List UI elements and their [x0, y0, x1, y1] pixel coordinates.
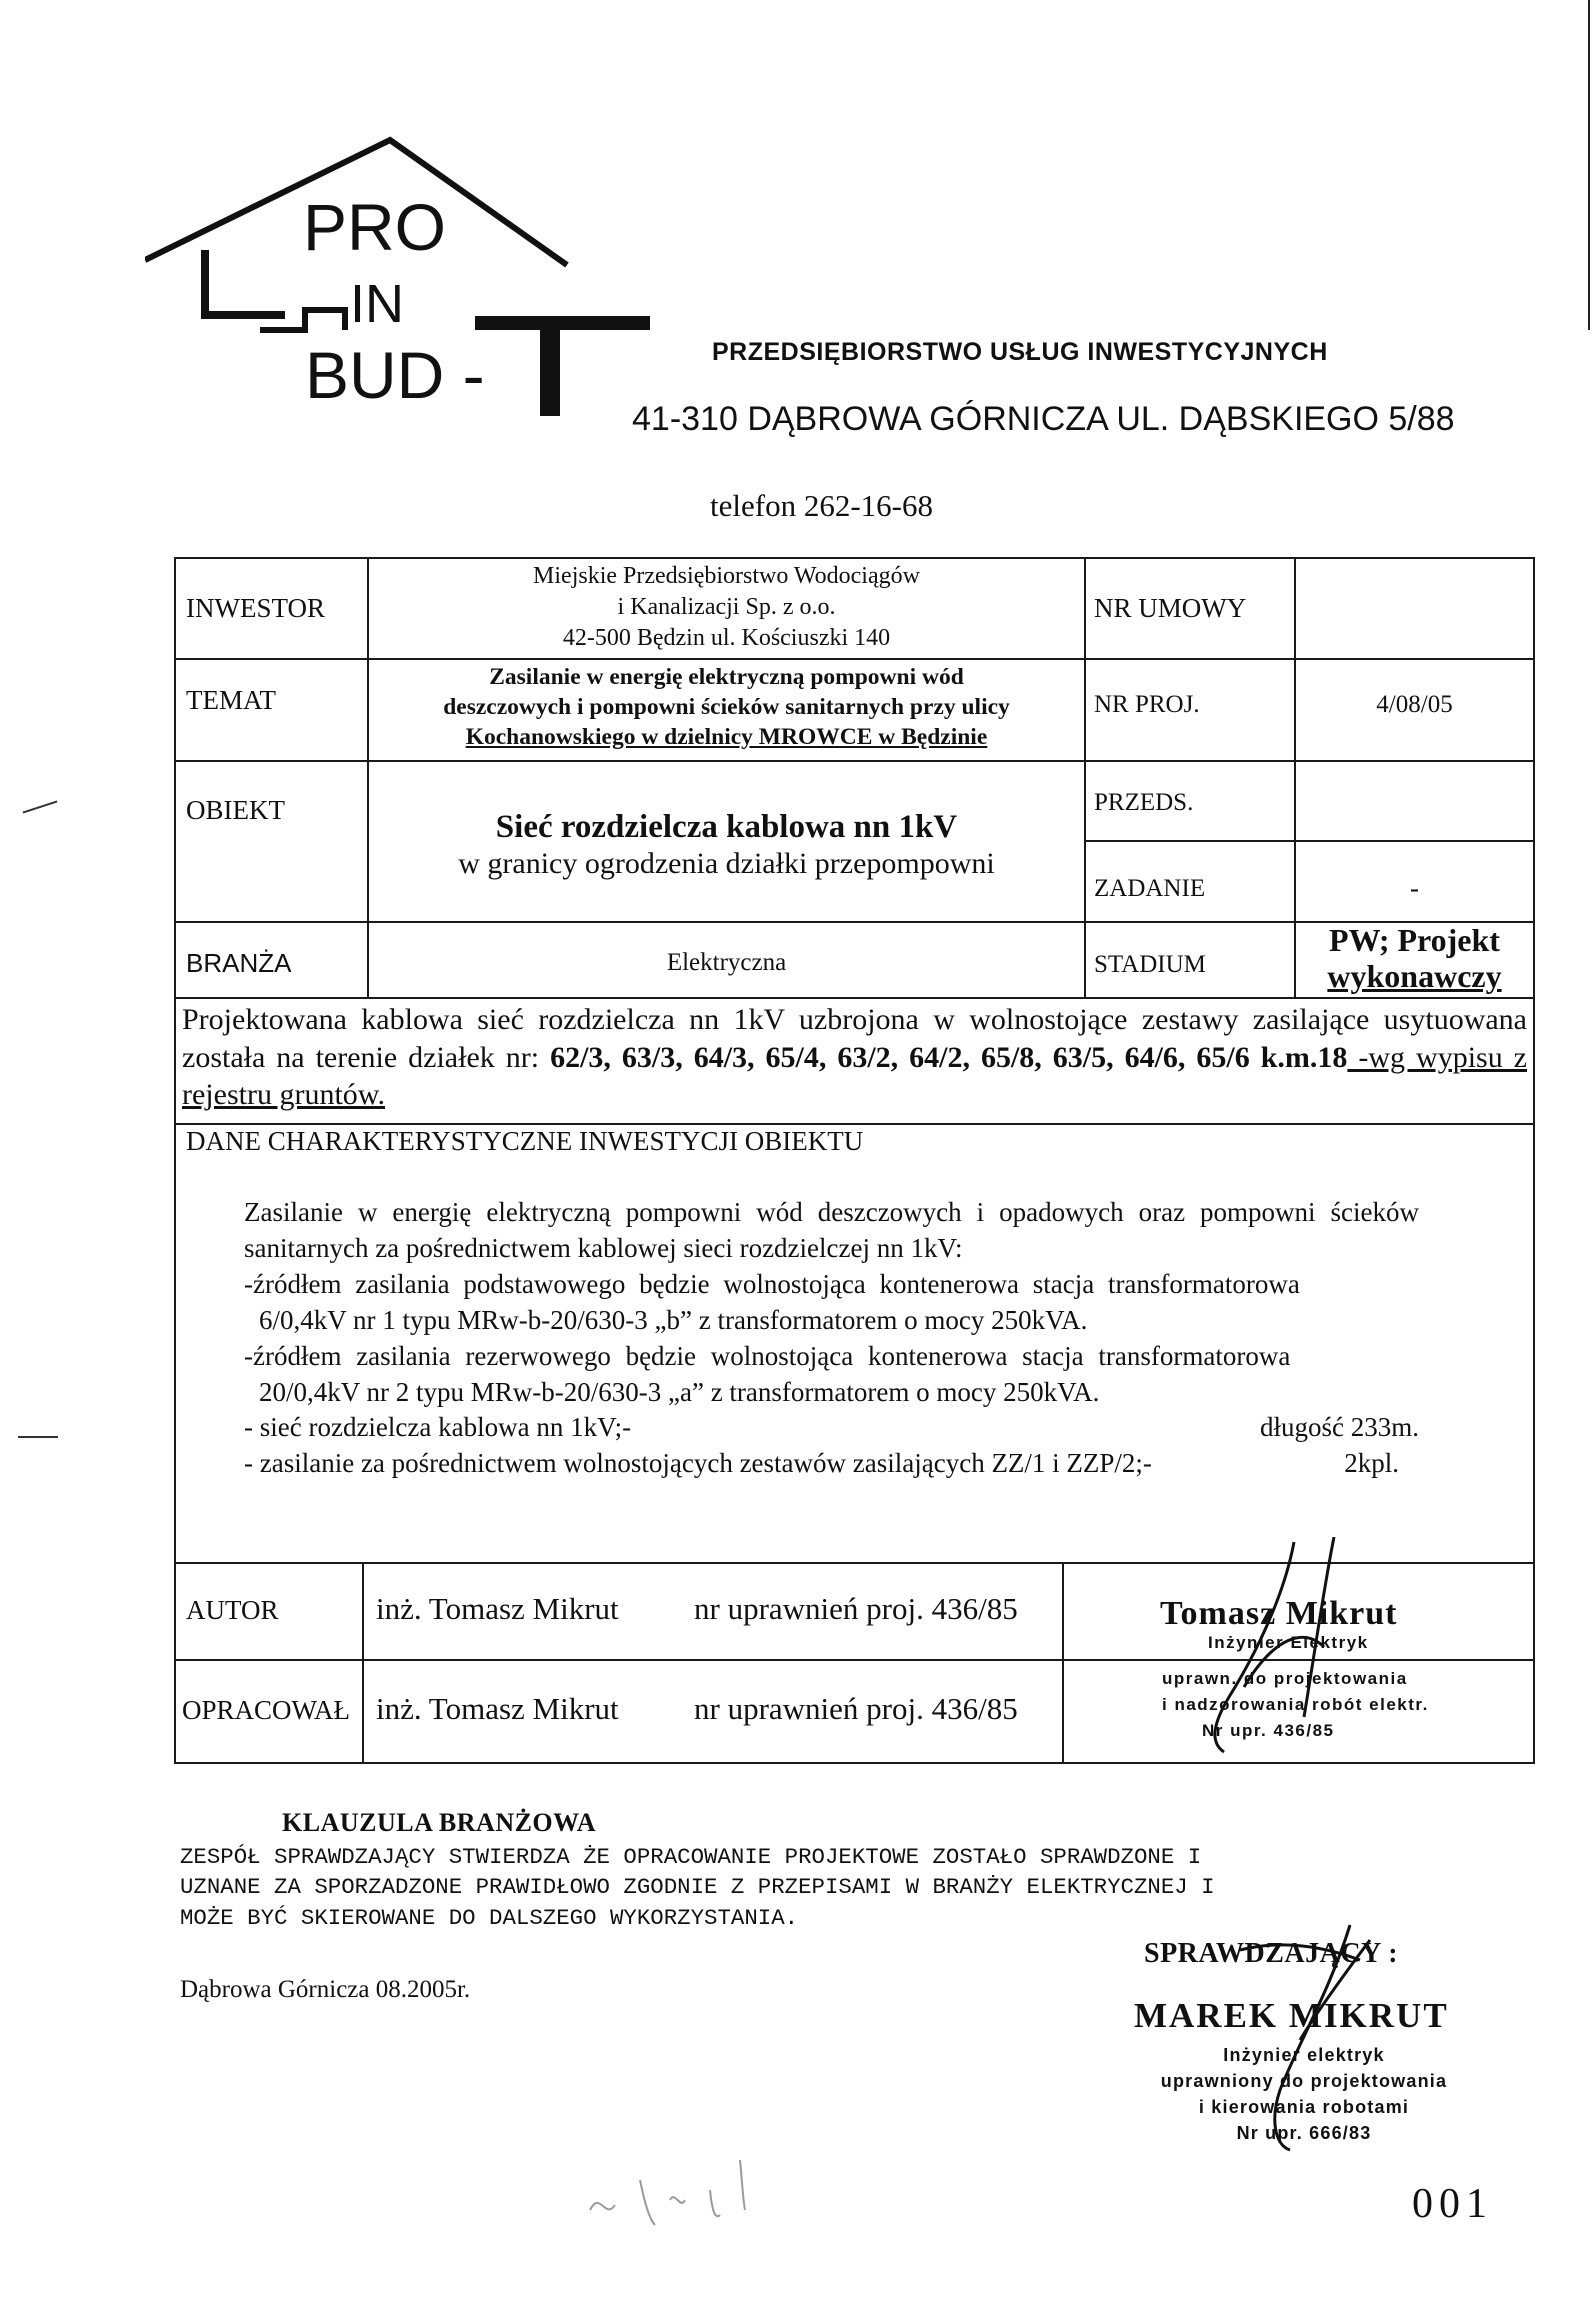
primary-source-line-1: -źródłem zasilania podstawowego będzie wolnostojąca kontenerowa stacja transformatorowa — [244, 1268, 1300, 1299]
stage-value-line-2: wykonawczy — [1327, 957, 1502, 994]
project-info-table — [174, 557, 1535, 1764]
clause-title: KLAUZULA BRANŻOWA — [282, 1808, 597, 1837]
supply-sets-label: - zasilanie za pośrednictwem wolnostojących zestawów zasilających ZZ/1 i ZZP/2;- — [244, 1448, 1152, 1479]
checker-stamp-number: Nr upr. 666/83 — [1236, 2123, 1372, 2144]
author-name: inż. Tomasz Mikrut — [376, 1591, 619, 1626]
checker-stamp-license-1: uprawniony do projektowania — [1160, 2071, 1448, 2092]
prepared-by-label: OPRACOWAŁ — [182, 1695, 351, 1725]
object-subtitle: w granicy ogrodzenia działki przepompowni — [458, 847, 995, 880]
description-source: -wg wypisu z rejestru gruntów. — [182, 1040, 1527, 1111]
author-stamp-title: Inżynier Elektryk — [1208, 1633, 1369, 1652]
author-stamp-name: Tomasz Mikrut — [1160, 1595, 1398, 1632]
checker-stamp-title: Inżynier elektryk — [1223, 2045, 1385, 2065]
investor-label: INWESTOR — [186, 593, 325, 623]
clause-line-2: UZNANE ZA SPORZADZONE PRAWIDŁOWO ZGODNIE Z PRZEPISAMI W BRANŻY ELEKTRYCZNEJ I — [180, 1874, 1215, 1901]
task-label: ZADANIE — [1094, 875, 1206, 902]
company-name: PRZEDSIĘBIORSTWO USŁUG INWESTYCYJNYCH — [712, 338, 1328, 366]
logo-text-pro: PRO — [303, 190, 447, 264]
prepared-by-license: nr uprawnień proj. 436/85 — [694, 1691, 1018, 1726]
stage-value — [1296, 923, 1533, 995]
reserve-source-line-2: 20/0,4kV nr 2 typu MRw-b-20/630-3 „a” z transformatorem o mocy 250kVA. — [259, 1376, 1100, 1407]
stage-value-line-1: PW; Projekt — [1329, 922, 1500, 958]
characteristics-title: DANE CHARAKTERYSTYCZNE INWESTYCJI OBIEKTU — [186, 1126, 864, 1156]
subject-line-1: Zasilanie w energię elektryczną pompowni wód — [489, 664, 964, 690]
subject-label: TEMAT — [186, 685, 276, 715]
author-stamp-license-1: uprawn. do projektowania — [1162, 1669, 1408, 1688]
author-stamp-number: Nr upr. 436/85 — [1202, 1721, 1335, 1740]
investor-value — [369, 561, 1084, 655]
company-logo — [145, 130, 665, 430]
supply-sets-value: 2kpl. — [1344, 1448, 1399, 1479]
investor-line-1: Miejskie Przedsiębiorstwo Wodociągów — [533, 563, 920, 589]
clause-line-3: MOŻE BYĆ SKIEROWANE DO DALSZEGO WYKORZYSTANIA. — [180, 1904, 799, 1931]
characteristics-body — [244, 1195, 1419, 1482]
parcel-numbers: 62/3, 63/3, 64/3, 65/4, 63/2, 64/2, 65/8, 63/5, 64/6, 65/6 k.m.18 — [550, 1040, 1348, 1074]
checkers-title: SPRAWDZAJĄCY : — [1144, 1938, 1399, 1969]
network-length-row — [244, 1410, 1419, 1446]
project-no-label: NR PROJ. — [1094, 691, 1200, 718]
clause-line-1: ZESPÓŁ SPRAWDZAJĄCY STWIERDZA ŻE OPRACOWANIE PROJEKTOWE ZOSTAŁO SPRAWDZONE I — [180, 1844, 1202, 1870]
page-number: 001 — [1412, 2181, 1493, 2227]
scan-edge-line — [1588, 0, 1590, 330]
investor-line-3: 42-500 Będzin ul. Kościuszki 140 — [562, 625, 891, 652]
investor-line-2: i Kanalizacji Sp. z o.o. — [617, 594, 836, 621]
checker-stamp-name: MAREK MIKRUT — [1134, 1996, 1449, 2035]
author-license: nr uprawnień proj. 436/85 — [694, 1591, 1018, 1626]
subject-line-2: deszczowych i pompowni ścieków sanitarnych przy ulicy — [443, 693, 1010, 720]
punch-mark-lower — [18, 1436, 58, 1438]
subject-value — [369, 663, 1084, 753]
venture-label: PRZEDS. — [1094, 789, 1194, 816]
checker-signature — [1220, 1920, 1380, 2160]
subject-line-3: Kochanowskiego w dzielnicy MROWCE w Będzinie — [465, 723, 988, 750]
characteristics-intro: Zasilanie w energię elektryczną pompowni wód deszczowych i opadowych oraz pompowni ścieków sanitarnych za pośrednictwem kablowej sieci rozdzielczej nn 1kV: — [244, 1197, 1419, 1263]
logo-text-in: IN — [350, 274, 404, 334]
company-address: 41-310 DĄBROWA GÓRNICZA UL. DĄBSKIEGO 5/88 — [632, 400, 1455, 438]
place-and-date: Dąbrowa Górnicza 08.2005r. — [180, 1976, 471, 2003]
project-no-value: 4/08/05 — [1376, 691, 1453, 718]
primary-source-line-2: 6/0,4kV nr 1 typu MRw-b-20/630-3 „b” z transformatorem o mocy 250kVA. — [259, 1304, 1088, 1335]
prepared-by-name: inż. Tomasz Mikrut — [376, 1691, 619, 1726]
task-value: - — [1410, 873, 1419, 903]
supply-sets-row — [244, 1446, 1419, 1482]
project-description — [182, 1001, 1527, 1114]
branch-label: BRANŻA — [186, 948, 292, 978]
network-length-label: - sieć rozdzielcza kablowa nn 1kV;- — [244, 1412, 632, 1443]
author-signature — [1184, 1537, 1364, 1767]
reserve-source-line-1: -źródłem zasilania rezerwowego będzie wolnostojąca kontenerowa stacja transformatorowa — [244, 1340, 1291, 1371]
object-label: OBIEKT — [186, 795, 285, 825]
description-text: Projektowana kablowa sieć rozdzielcza nn 1kV uzbrojona w wolnostojące zestawy zasilające usytuowana została na terenie działek nr: — [182, 1003, 1527, 1074]
object-title: Sieć rozdzielcza kablowa nn 1kV — [495, 809, 958, 845]
company-phone: telefon 262-16-68 — [710, 488, 933, 523]
author-label: AUTOR — [186, 1595, 279, 1625]
network-length-value: długość 233m. — [1260, 1412, 1419, 1443]
stage-label: STADIUM — [1094, 951, 1206, 978]
logo-text-bud: BUD - — [305, 338, 485, 412]
pencil-scribble — [560, 2150, 760, 2240]
checker-stamp-license-2: i kierowania robotami — [1198, 2097, 1410, 2118]
branch-value: Elektryczna — [666, 949, 787, 976]
author-stamp-license-2: i nadzorowania robót elektr. — [1162, 1695, 1429, 1714]
contract-no-label: NR UMOWY — [1094, 593, 1247, 623]
punch-mark-upper — [23, 800, 58, 813]
